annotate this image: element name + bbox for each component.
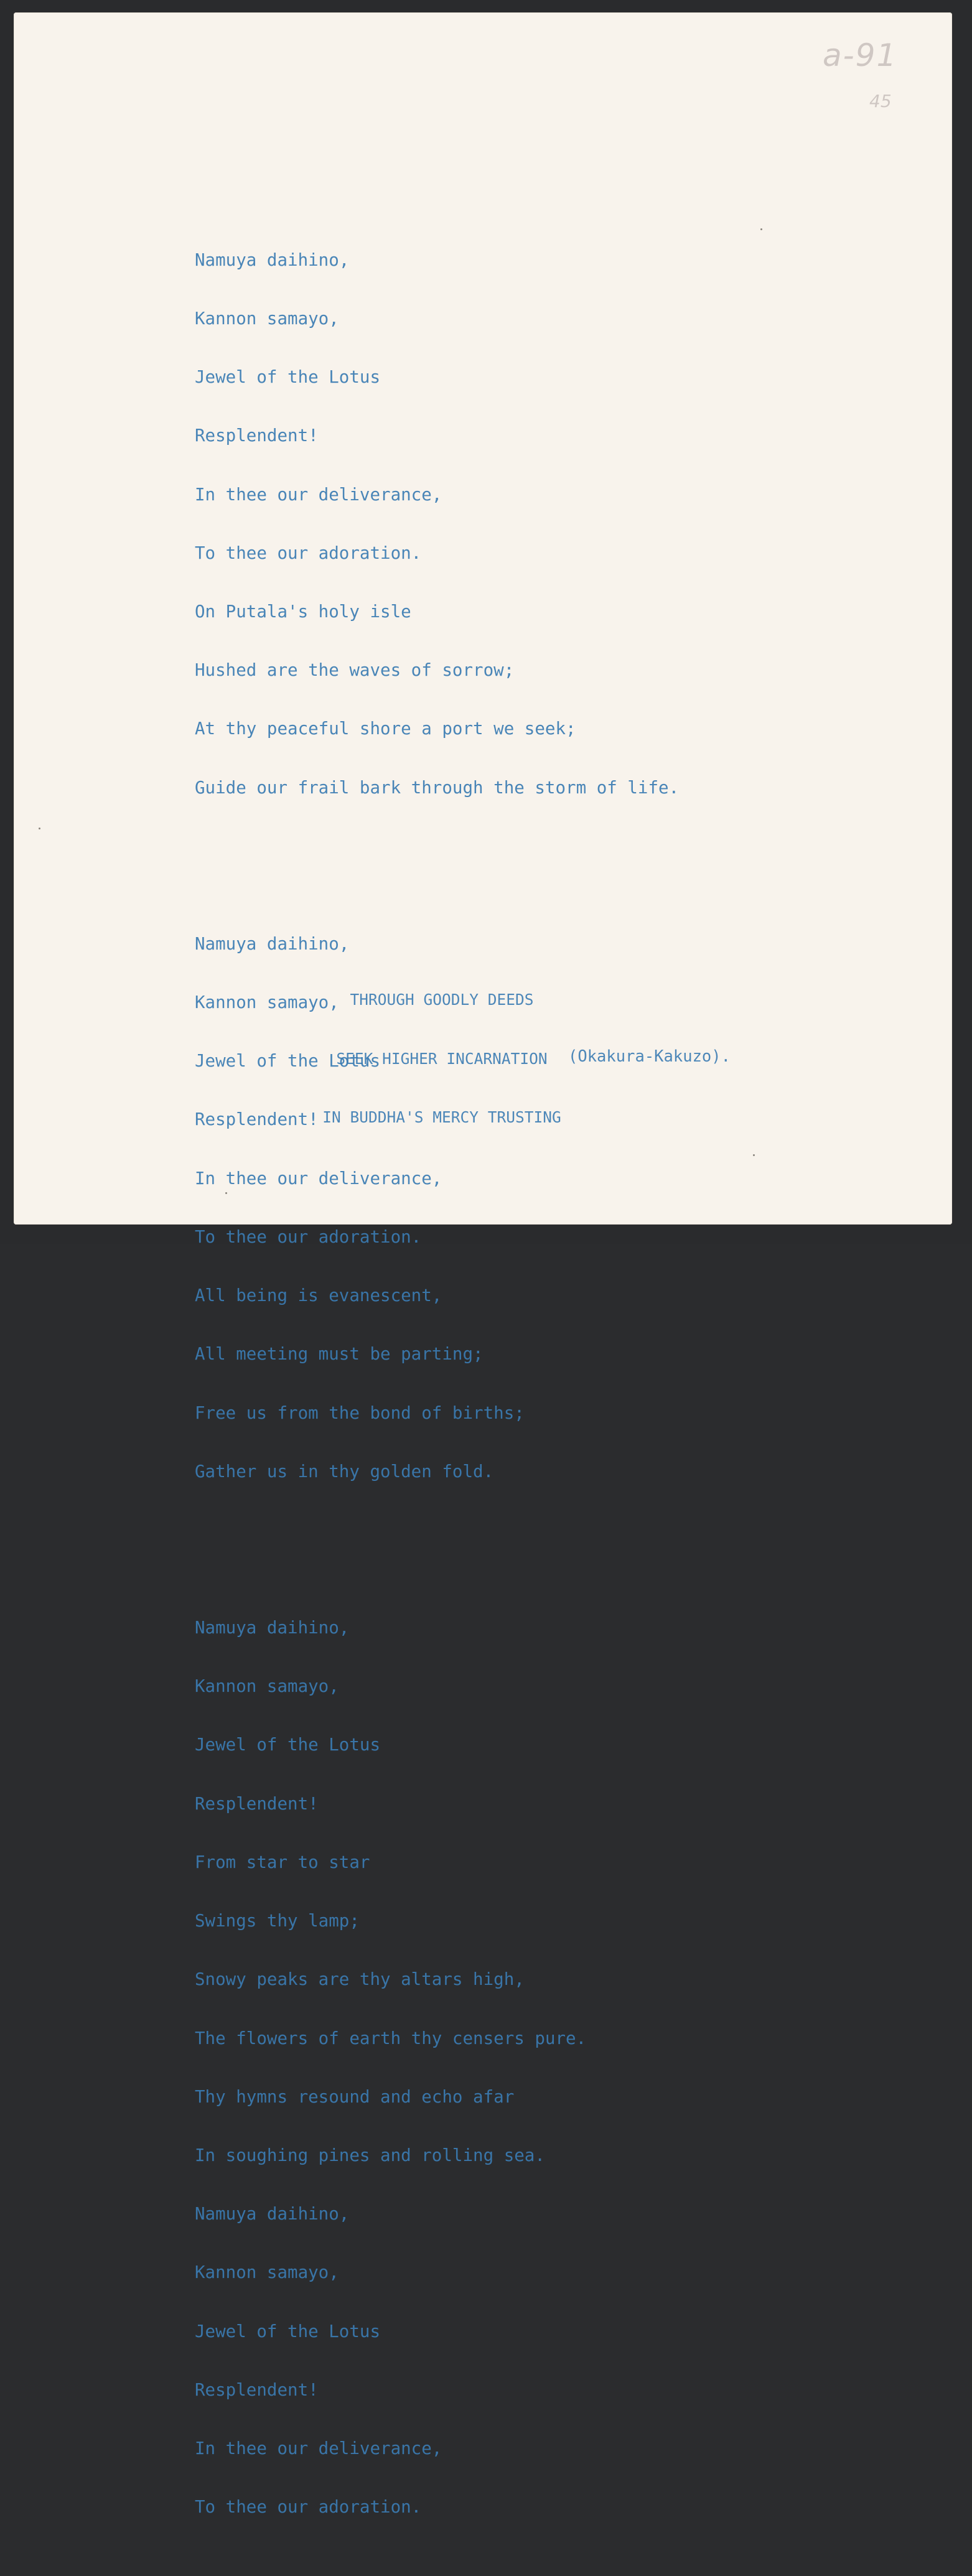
poem-line: Gather us in thy golden fold.	[195, 1461, 494, 1482]
poem-line: In thee our deliverance,	[195, 1168, 442, 1188]
poem-line: In thee our deliverance,	[195, 484, 442, 505]
motto-line: THROUGH GOODLY DEEDS	[350, 991, 534, 1009]
poem-line: From star to star	[195, 1852, 370, 1872]
poem-line: Namuya daihino,	[195, 1618, 350, 1638]
motto-line: IN BUDDHA'S MERCY TRUSTING	[322, 1108, 561, 1126]
poem-line: Resplendent!	[195, 2379, 319, 2400]
pencil-annotation-catalog: a-91	[823, 37, 898, 73]
attribution: (Okakura-Kakuzo).	[568, 1047, 731, 1066]
poem-line: Resplendent!	[195, 1109, 319, 1130]
paper-speck	[753, 1154, 755, 1156]
poem-line: Jewel of the Lotus	[195, 1051, 381, 1071]
poem-line: Free us from the bond of births;	[195, 1402, 525, 1423]
poem-line: Thy hymns resound and echo afar	[195, 2086, 515, 2107]
poem-line: Swings thy lamp;	[195, 1911, 360, 1931]
stanza-3	[195, 1579, 679, 2556]
poem-line: Jewel of the Lotus	[195, 1735, 381, 1755]
poem-line: Snowy peaks are thy altars high,	[195, 1969, 525, 1990]
poem-line: At thy peaceful shore a port we seek;	[195, 719, 576, 739]
poem-line: Namuya daihino,	[195, 933, 350, 954]
poem-line: To thee our adoration.	[195, 2497, 422, 2518]
motto-line: SEEK HIGHER INCARNATION	[336, 1049, 548, 1068]
poem-line: On Putala's holy isle	[195, 601, 411, 622]
poem-line: All meeting must be parting;	[195, 1344, 484, 1365]
poem-line: Namuya daihino,	[195, 250, 350, 270]
paper-speck	[760, 228, 762, 230]
poem-line: Jewel of the Lotus	[195, 367, 381, 388]
motto	[280, 951, 604, 1147]
poem-line: In soughing pines and rolling sea.	[195, 2145, 545, 2165]
paper-speck	[225, 1192, 227, 1194]
poem-line: To thee our adoration.	[195, 543, 422, 563]
poem-line: Kannon samayo,	[195, 2262, 339, 2283]
pencil-annotation-page-number: 45	[869, 91, 892, 111]
poem-line: Guide our frail bark through the storm of life.	[195, 777, 680, 798]
poem-line: Hushed are the waves of sorrow;	[195, 660, 515, 681]
poem-line: Kannon samayo,	[195, 992, 339, 1013]
poem-line: All being is evanescent,	[195, 1286, 442, 1306]
stanza-1	[195, 212, 679, 837]
poem-line: Resplendent!	[195, 426, 319, 446]
poem-line: Kannon samayo,	[195, 308, 339, 329]
paper-speck	[39, 828, 40, 829]
poem-line: Jewel of the Lotus	[195, 2321, 381, 2341]
poem-line: Kannon samayo,	[195, 1676, 339, 1697]
poem-line: To thee our adoration.	[195, 1226, 422, 1247]
poem-line: Resplendent!	[195, 1793, 319, 1814]
poem-line: The flowers of earth thy censers pure.	[195, 2028, 587, 2048]
poem-body	[195, 172, 679, 2576]
poem-line: In thee our deliverance,	[195, 2438, 442, 2459]
poem-line: Namuya daihino,	[195, 2204, 350, 2224]
